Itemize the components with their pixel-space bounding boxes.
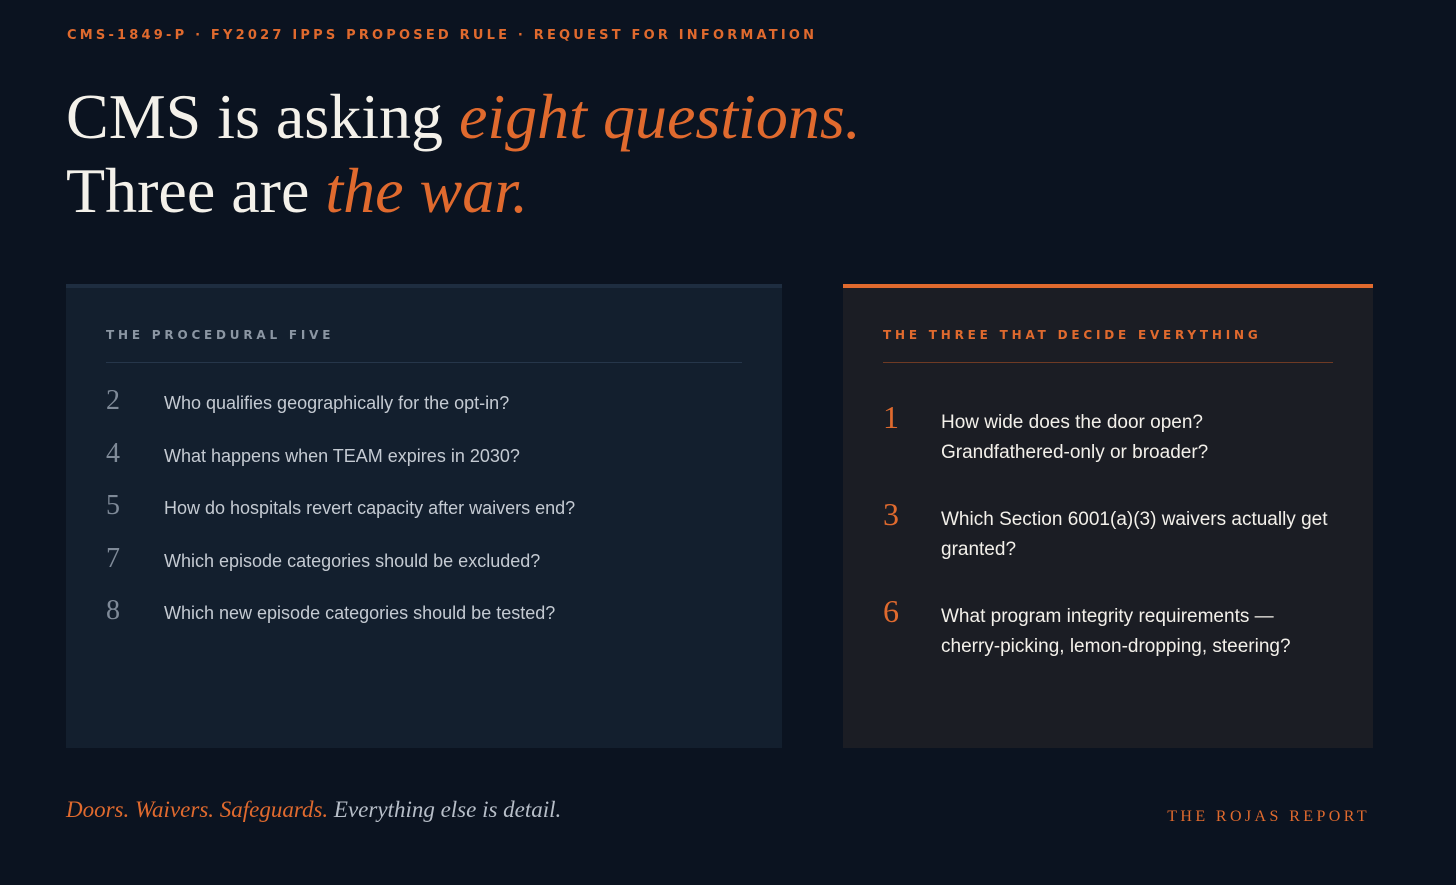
headline <box>66 80 861 228</box>
question-number: 2 <box>106 385 120 416</box>
question-text: Which new episode categories should be tested? <box>164 603 556 623</box>
decisive-question-list <box>883 399 1333 662</box>
question-row-8 <box>106 595 742 648</box>
decisive-panel-label: THE THREE THAT DECIDE EVERYTHING <box>883 328 1333 363</box>
question-row-3 <box>883 496 1333 565</box>
question-number: 7 <box>106 542 120 574</box>
question-row-1 <box>883 399 1333 468</box>
question-text: How wide does the door open? Grandfathered-only or broader? <box>941 412 1209 463</box>
question-text: How do hospitals revert capacity after waivers end? <box>164 498 576 518</box>
tagline-rest: Everything else is detail. <box>328 797 562 822</box>
procedural-panel <box>66 284 782 748</box>
question-text: Who qualifies geographically for the opt-in? <box>164 393 510 413</box>
headline-line2-plain: Three are <box>66 155 326 226</box>
question-number: 1 <box>883 399 899 435</box>
headline-line1-accent: eight questions. <box>458 81 861 152</box>
tagline <box>66 797 561 823</box>
procedural-question-list <box>106 385 742 648</box>
question-text: What happens when TEAM expires in 2030? <box>164 445 520 466</box>
question-number: 8 <box>106 595 120 626</box>
headline-line2-accent: the war. <box>325 155 529 226</box>
question-text: Which Section 6001(a)(3) waivers actually get granted? <box>941 509 1328 560</box>
question-number: 4 <box>106 437 120 469</box>
question-row-4 <box>106 438 742 491</box>
question-number: 3 <box>883 496 899 532</box>
question-row-7 <box>106 543 742 596</box>
tagline-accent: Doors. Waivers. Safeguards. <box>66 797 329 822</box>
question-row-5 <box>106 490 742 543</box>
decisive-panel <box>843 284 1373 748</box>
question-row-2 <box>106 385 742 438</box>
question-text: Which episode categories should be excluded? <box>164 550 541 571</box>
brand-wordmark: THE ROJAS REPORT <box>1167 808 1370 825</box>
question-text: What program integrity requirements — cherry-picking, lemon-dropping, steering? <box>941 606 1291 657</box>
eyebrow-label: CMS-1849-P · FY2027 IPPS PROPOSED RULE · REQUEST FOR INFORMATION <box>67 28 818 43</box>
headline-line1-plain: CMS is asking <box>66 81 459 152</box>
procedural-panel-label: THE PROCEDURAL FIVE <box>106 328 742 363</box>
question-number: 6 <box>883 593 899 629</box>
question-number: 5 <box>106 490 120 521</box>
question-row-6 <box>883 593 1333 662</box>
